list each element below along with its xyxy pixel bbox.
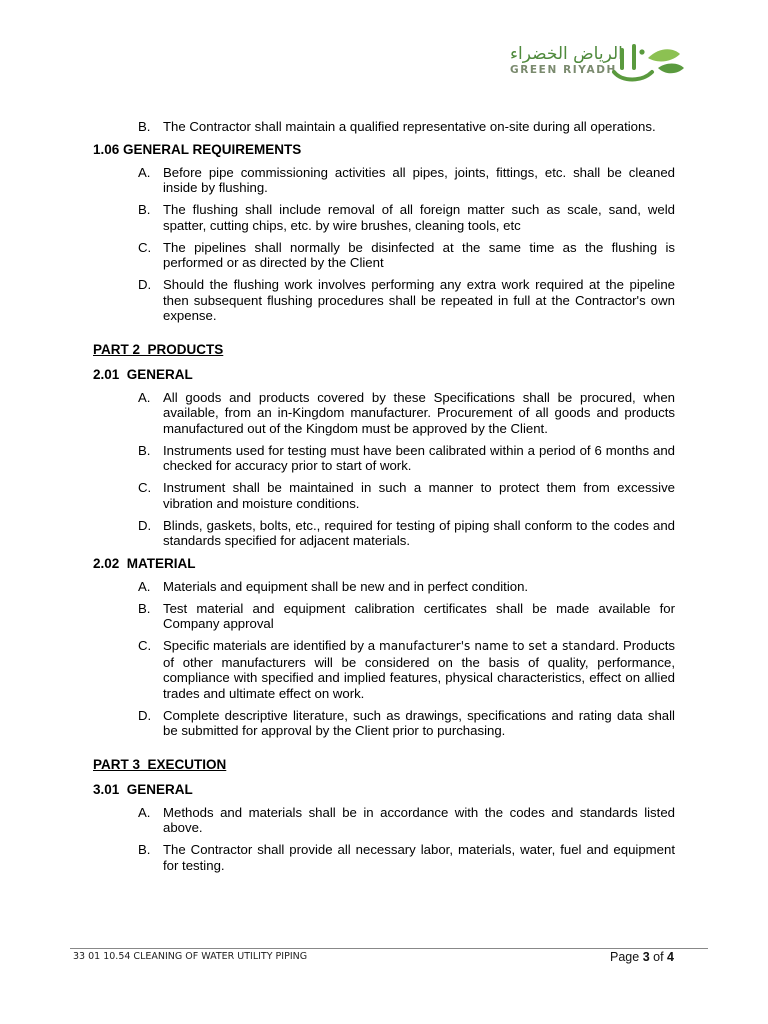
list-item-marker: B. [138, 842, 151, 857]
part-heading: PART 3 EXECUTION [93, 756, 227, 772]
list-item-marker: D. [138, 707, 152, 723]
list-item-marker: B. [138, 119, 151, 134]
part-heading: PART 2 PRODUCTS [93, 341, 224, 357]
section-heading: 1.06 GENERAL REQUIREMENTS [93, 141, 302, 157]
list-item [138, 119, 675, 135]
section-heading: 3.01 GENERAL [93, 781, 193, 797]
section-heading: 2.02 MATERIAL [93, 555, 196, 571]
list-item [138, 442, 675, 474]
footer-page-number [610, 950, 674, 964]
list-item-text: Materials and equipment shall be new and in perfect condition. [163, 578, 529, 594]
list-item-text: The flushing shall include removal of all foreign matter such as scale, sand, weld spatter, cutting chips, etc. by wire brushes, cleaning tools, etc [163, 202, 675, 233]
list-item-text: The Contractor shall maintain a qualified representative on-site during all operations. [163, 119, 656, 134]
list-item-marker: A. [138, 804, 151, 820]
page-of: of [653, 950, 664, 964]
list-item [138, 578, 675, 595]
list-item-marker: B. [138, 442, 151, 458]
list-item-marker: A. [138, 578, 151, 594]
logo-leaf-icon [608, 42, 688, 86]
list-item-marker: B. [138, 600, 151, 616]
page-word: Page [610, 950, 640, 964]
list-item-text: Methods and materials shall be in accordance with the codes and standards listed above. [163, 804, 675, 835]
list-item-marker: A. [138, 389, 151, 405]
green-riyadh-logo [498, 40, 690, 88]
list-item-text: The Contractor shall provide all necessary labor, materials, water, fuel and equipment for testing. [163, 842, 675, 873]
list-item-text: Specific materials are identified by a [163, 638, 380, 653]
list-item-text: Complete descriptive literature, such as drawings, specifications and rating data shall be submitted for approval by the Client prior to purchasing. [163, 707, 675, 738]
list-item-text: Should the flushing work involves performing any extra work required at the pipeline then subsequent flushing procedures shall be repeated in full at the Contractor's own expense. [163, 277, 675, 323]
list-item [138, 480, 675, 511]
list-item [138, 202, 675, 233]
list-item-text: Test material and equipment calibration certificates shall be made available for Company approval [163, 600, 675, 631]
list-item [138, 517, 675, 549]
section-heading: 2.01 GENERAL [93, 366, 193, 382]
list-item [138, 277, 675, 324]
list-item [138, 707, 675, 739]
list-item-text: The pipelines shall normally be disinfected at the same time as the flushing is performed or as directed by the Client [163, 239, 675, 270]
list-item-text-end: . Products of other manufacturers will be considered on the basis of quality, performance, compliance with specified and implied features, physical characteristics, effect on allied trades and ultimate effect on work. [163, 638, 675, 701]
list-item-marker: D. [138, 517, 152, 533]
logo-arabic-text: الرياض الخضراء [510, 44, 623, 64]
document-body [0, 119, 768, 880]
list-item [138, 239, 675, 271]
footer-document-title: 33 01 10.54 CLEANING OF WATER UTILITY PIPING [73, 951, 308, 962]
list-item-text: Instruments used for testing must have been calibrated within a period of 6 months and checked for accuracy prior to start of work. [163, 442, 675, 473]
list-item-marker: A. [138, 164, 151, 180]
list-item-marker: C. [138, 638, 152, 653]
list-item [138, 389, 675, 437]
list-item [138, 804, 675, 836]
list-item-marker: C. [138, 480, 152, 495]
list-item [138, 842, 675, 873]
list-item-marker: C. [138, 239, 152, 255]
logo-english-text: GREEN RIYADH [510, 64, 617, 76]
page-current: 3 [642, 950, 650, 964]
list-item-text-alt-font: manufacturer's name to set a standard [379, 639, 616, 653]
list-item-text: Before pipe commissioning activities all pipes, joints, fittings, etc. shall be cleaned inside by flushing. [163, 164, 675, 195]
page-total: 4 [667, 950, 674, 964]
list-item-marker: D. [138, 277, 152, 292]
list-item [138, 600, 675, 632]
list-item-text: Instrument shall be maintained in such a manner to protect them from excessive vibration and moisture conditions. [163, 480, 675, 511]
footer-divider [70, 948, 708, 949]
list-item-text: All goods and products covered by these Specifications shall be procured, when available, from an in-Kingdom manufacturer. Procurement of all goods and products manufactured out of the Kingdom must be approved by the Client. [163, 389, 675, 436]
list-item [138, 164, 675, 196]
list-item [138, 638, 675, 701]
list-item-text: Blinds, gaskets, bolts, etc., required for testing of piping shall conform to the codes and standards specified for adjacent materials. [163, 517, 675, 548]
list-item-marker: B. [138, 202, 151, 217]
